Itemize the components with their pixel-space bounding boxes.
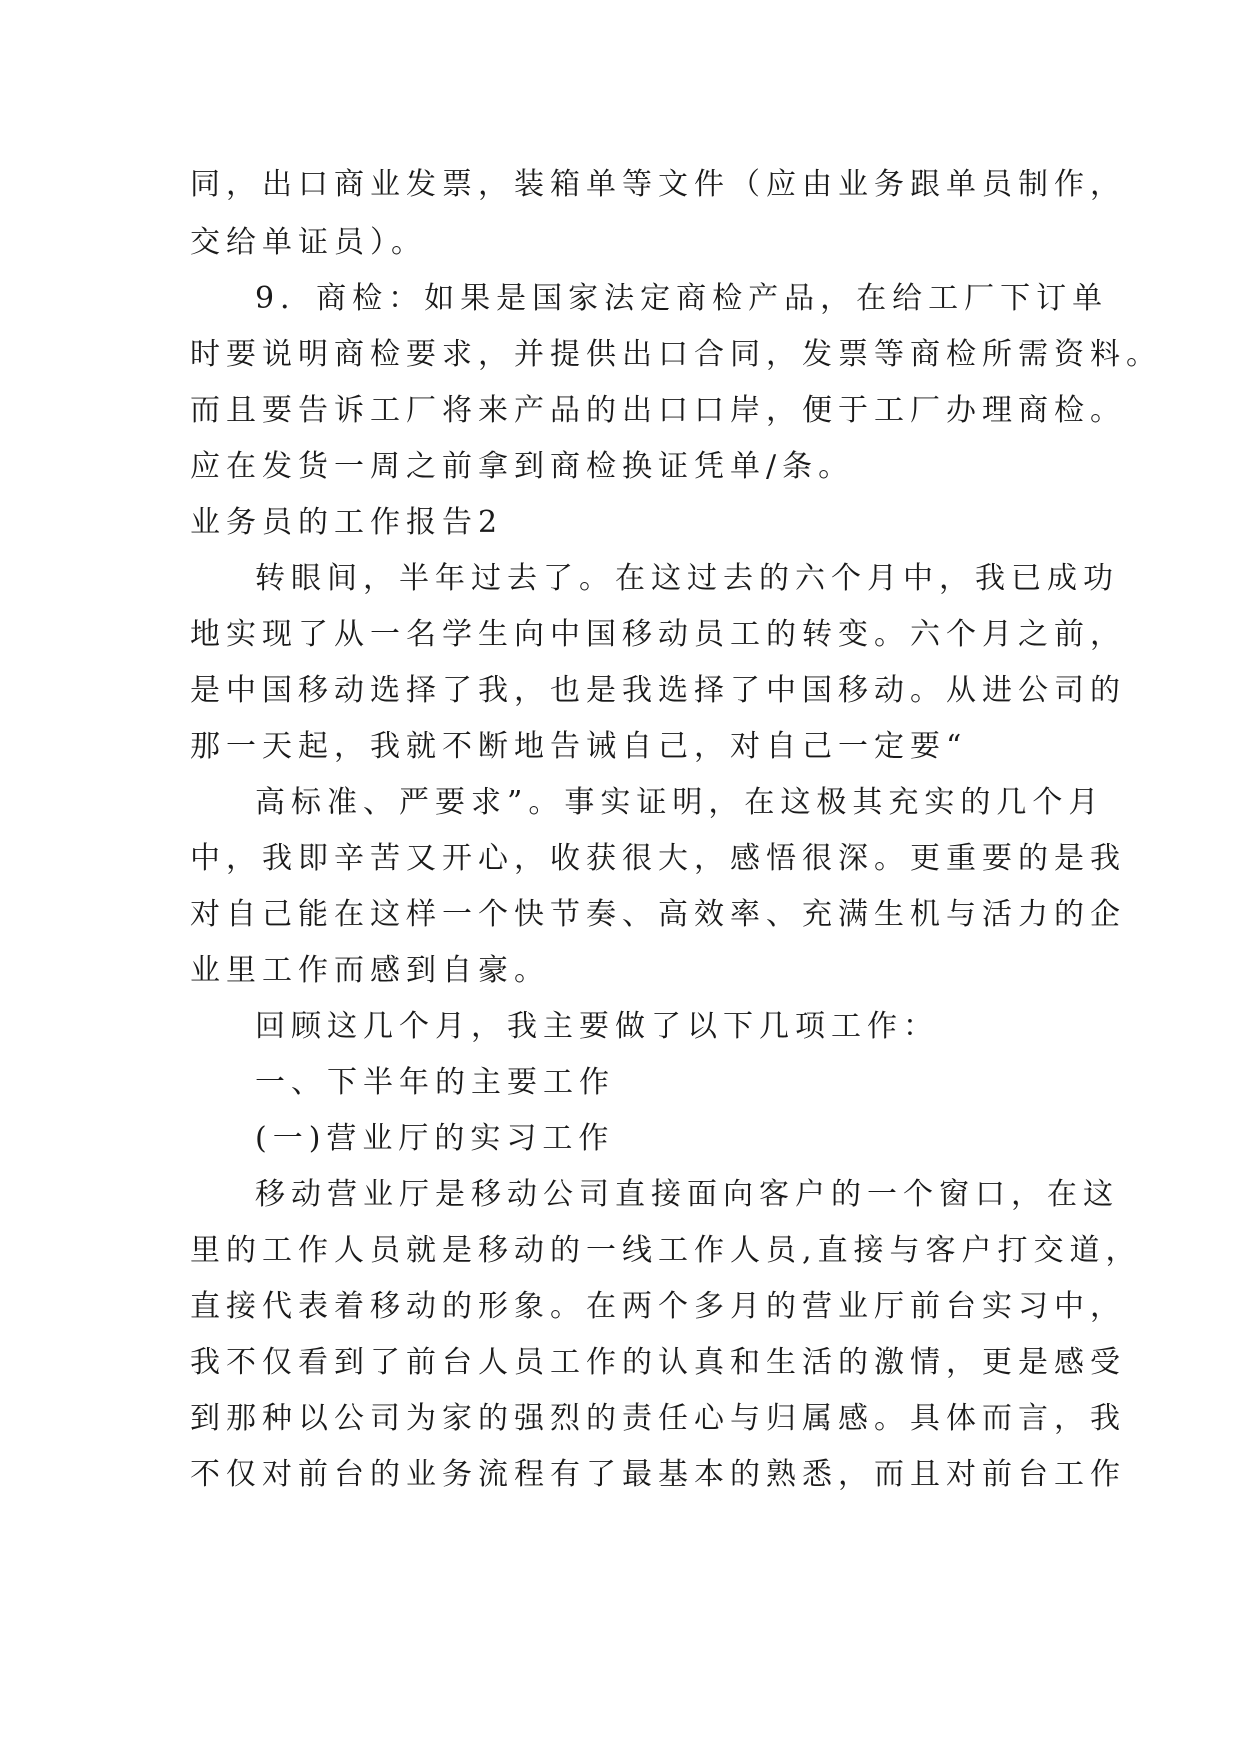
text-line: 一、下半年的主要工作 [255, 1065, 615, 1100]
text-line: 而且要告诉工厂将来产品的出口口岸，便于工厂办理商检。 [190, 393, 1126, 428]
text-line: 对自己能在这样一个快节奏、高效率、充满生机与活力的企 [190, 897, 1126, 932]
text-line: 同，出口商业发票，装箱单等文件（应由业务跟单员制作， [190, 167, 1126, 202]
text-line: 中，我即辛苦又开心，收获很大，感悟很深。更重要的是我 [190, 841, 1126, 876]
text-line: 回顾这几个月，我主要做了以下几项工作： [255, 1009, 939, 1044]
text-line: 直接代表着移动的形象。在两个多月的营业厅前台实习中， [190, 1289, 1126, 1324]
text-line: 转眼间，半年过去了。在这过去的六个月中，我已成功 [255, 561, 1119, 596]
text-line: 到那种以公司为家的强烈的责任心与归属感。具体而言，我 [190, 1401, 1126, 1436]
text-line: 那一天起，我就不断地告诫自己，对自己一定要“ [190, 729, 968, 764]
text-line: 时要说明商检要求，并提供出口合同，发票等商检所需资料。 [190, 337, 1162, 372]
text-line: 不仅对前台的业务流程有了最基本的熟悉，而且对前台工作 [190, 1457, 1126, 1492]
text-line: 交给单证员）。 [190, 225, 427, 260]
section-heading: 业务员的工作报告2 [190, 505, 504, 540]
text-line: 我不仅看到了前台人员工作的认真和生活的激情，更是感受 [190, 1345, 1126, 1380]
text-line: 业里工作而感到自豪。 [190, 953, 550, 988]
text-line: 地实现了从一名学生向中国移动员工的转变。六个月之前， [190, 617, 1126, 652]
text-line: 应在发货一周之前拿到商检换证凭单/条。 [190, 449, 855, 484]
text-line: 移动营业厅是移动公司直接面向客户的一个窗口，在这 [255, 1177, 1119, 1212]
text-line: (一)营业厅的实习工作 [255, 1121, 615, 1156]
text-line: 是中国移动选择了我，也是我选择了中国移动。从进公司的 [190, 673, 1126, 708]
text-line: 里的工作人员就是移动的一线工作人员,直接与客户打交道， [190, 1233, 1142, 1268]
text-line: 高标准、严要求”。事实证明，在这极其充实的几个月 [255, 785, 1105, 820]
text-line: 9．商检：如果是国家法定商检产品，在给工厂下订单 [255, 281, 1109, 316]
